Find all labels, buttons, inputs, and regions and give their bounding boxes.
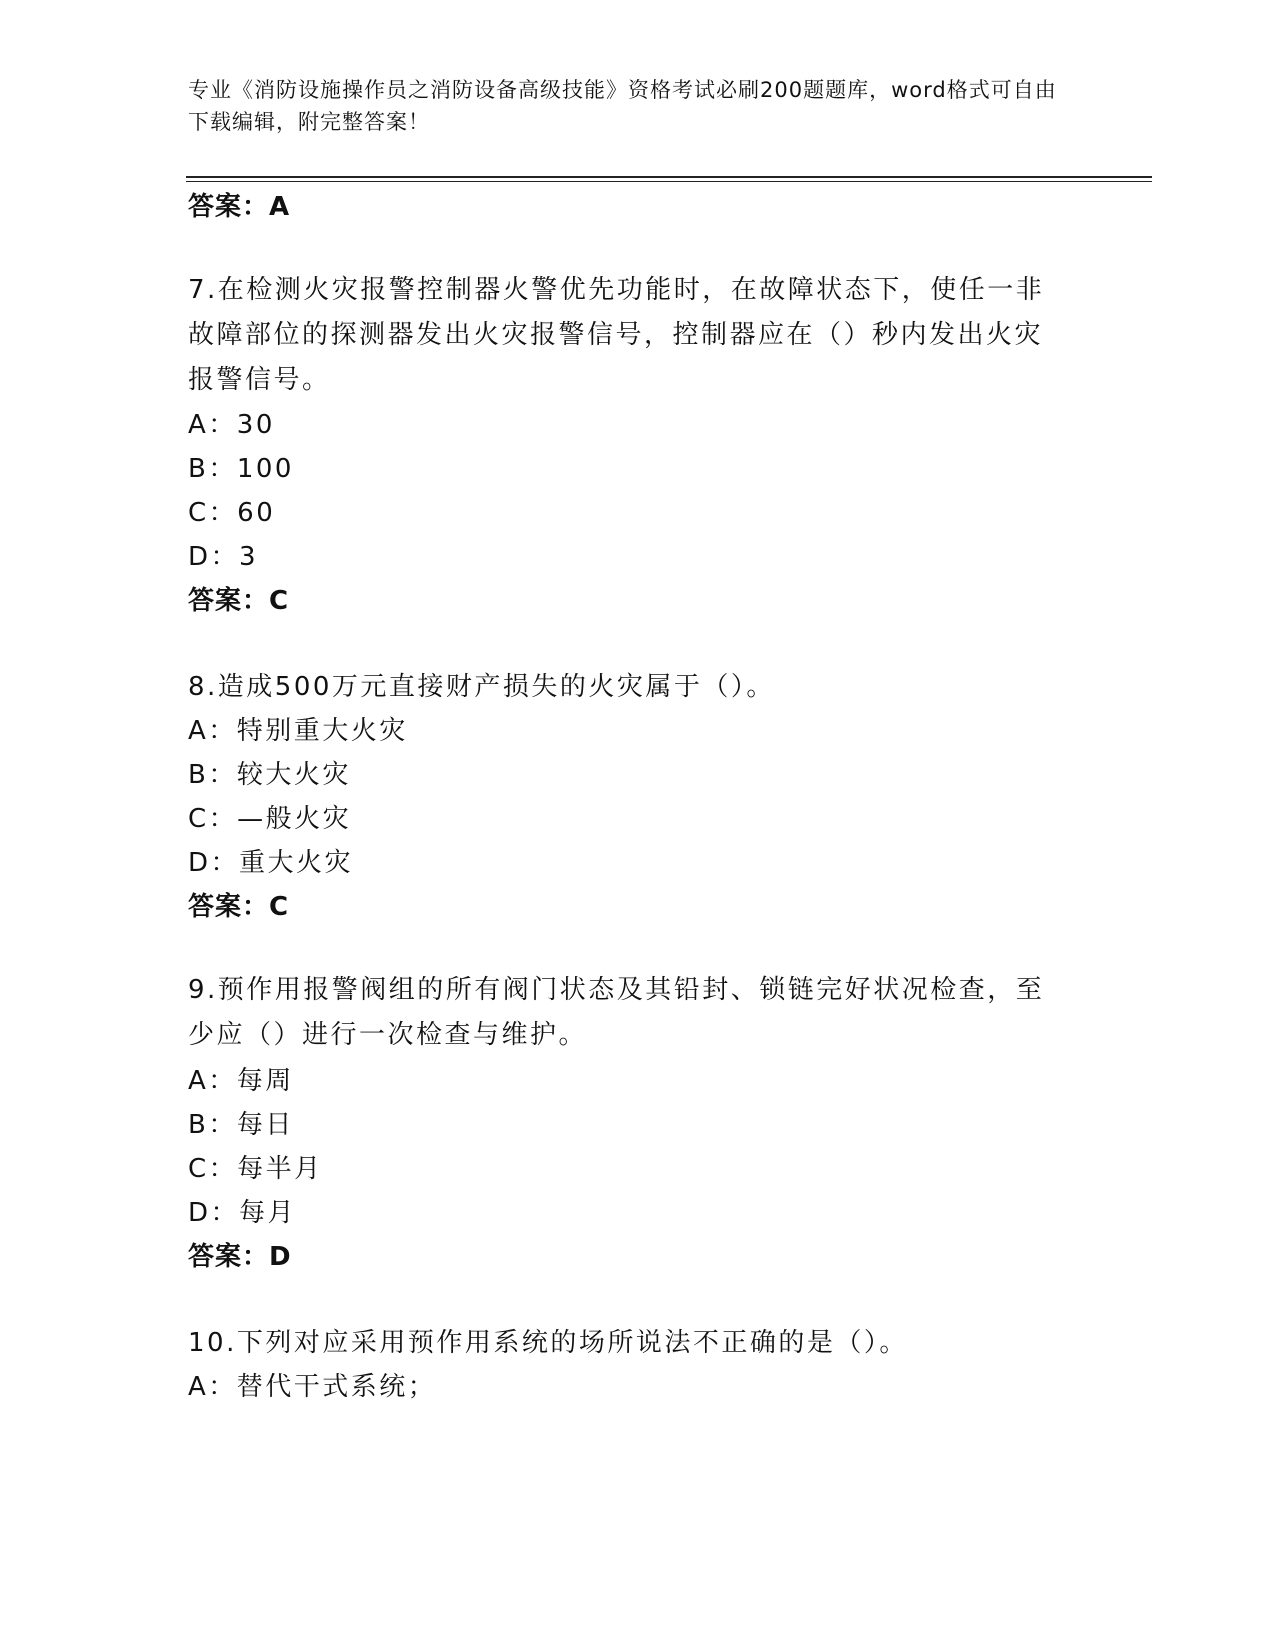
question-7-option-d: D：3 (188, 542, 259, 572)
question-7-answer: 答案：C (188, 586, 290, 616)
question-9-option-a: A：每周 (188, 1066, 294, 1096)
question-9-option-c: C：每半月 (188, 1154, 323, 1184)
question-8-option-d: D：重大火灾 (188, 848, 354, 878)
question-7-option-b: B：100 (188, 454, 294, 484)
document-header-title: 专业《消防设施操作员之消防设备高级技能》资格考试必刷200题题库，word格式可自由下载编辑，附完整答案！ (188, 78, 1057, 134)
header-rule-thin (186, 181, 1152, 182)
header-rule-thick (186, 176, 1152, 178)
question-8-answer: 答案：C (188, 892, 290, 922)
question-9-option-b: B：每日 (188, 1110, 294, 1140)
question-10-stem: 10.下列对应采用预作用系统的场所说法不正确的是（）。 (188, 1328, 908, 1358)
question-9-answer: 答案：D (188, 1242, 292, 1272)
question-9-stem: 9.预作用报警阀组的所有阀门状态及其铅封、锁链完好状况检查，至少应（）进行一次检查与维护。 (188, 975, 1045, 1050)
question-8-option-c: C：—般火灾 (188, 804, 352, 834)
question-7-option-c: C：60 (188, 498, 276, 528)
question-7-stem: 7.在检测火灾报警控制器火警优先功能时，在故障状态下，使任一非故障部位的探测器发出火灾报警信号，控制器应在（）秒内发出火灾报警信号。 (188, 275, 1045, 395)
answer-previous: 答案：A (188, 192, 291, 222)
question-8-stem: 8.造成500万元直接财产损失的火灾属于（）。 (188, 672, 775, 702)
question-9-option-d: D：每月 (188, 1198, 297, 1228)
question-8-option-b: B：较大火灾 (188, 760, 351, 790)
question-7-option-a: A：30 (188, 410, 275, 440)
question-10-option-a: A：替代干式系统； (188, 1372, 437, 1402)
question-8-option-a: A：特别重大火灾 (188, 716, 408, 746)
